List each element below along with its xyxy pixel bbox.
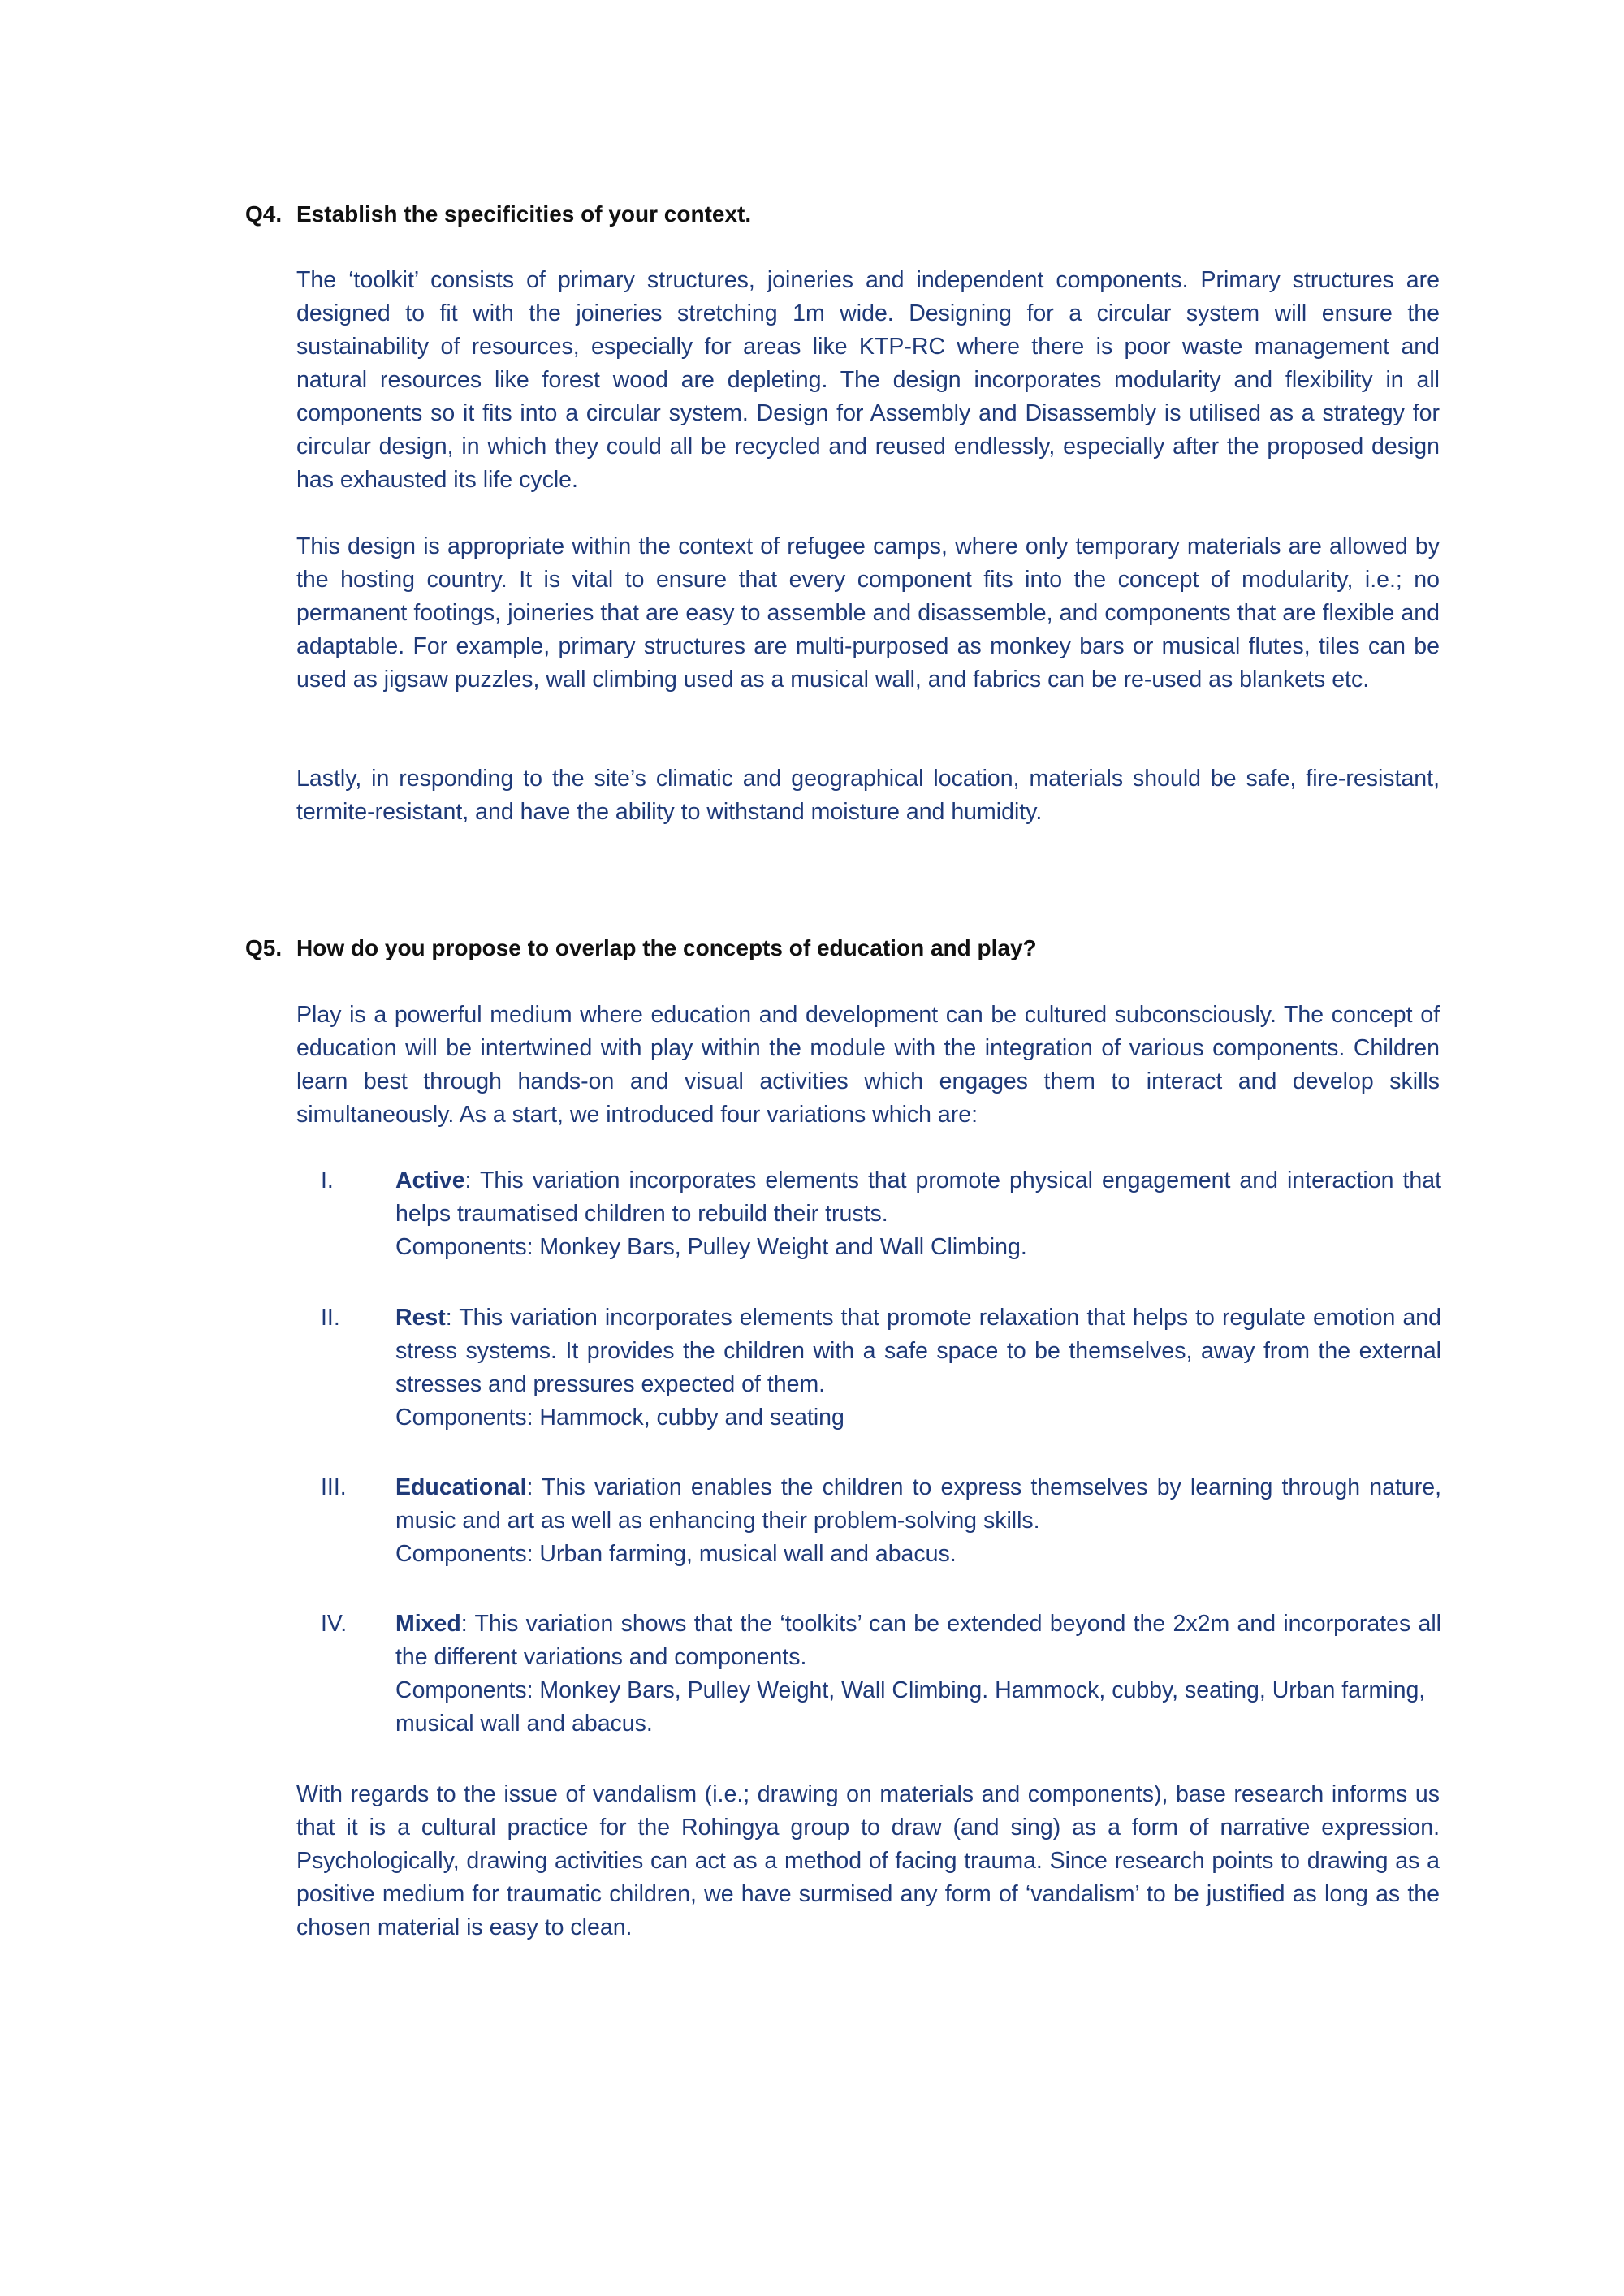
- variation-components: Components: Monkey Bars, Pulley Weight and Wall Climbing.: [395, 1234, 1027, 1260]
- variation-body: [395, 1608, 1441, 1741]
- variation-name: Mixed: [395, 1611, 461, 1637]
- variation-description: : This variation incorporates elements that promote physical engagement and interaction that helps traumatised children to rebuild their trusts.: [395, 1167, 1441, 1227]
- variation-body: [395, 1164, 1441, 1264]
- variation-body: [395, 1301, 1441, 1435]
- q5-heading: [245, 932, 1447, 965]
- variation-numeral: IV.: [321, 1611, 348, 1637]
- variation-components: Components: Urban farming, musical wall and abacus.: [395, 1541, 957, 1567]
- q5-intro-paragraph: Play is a powerful medium where education and development can be cultured subconsciously. The concept of education will be intertwined with play within the module with the integration of various components. Children learn best through hands-on and visual activities which engages them to interact and develop skills simultaneously. As a start, we introduced four variations which are:: [296, 1002, 1440, 1128]
- q5-number: Q5.: [245, 935, 283, 960]
- variation-name: Educational: [395, 1474, 527, 1500]
- variation-description-line: [395, 1608, 1441, 1674]
- q4-paragraph-3: Lastly, in responding to the site’s climatic and geographical location, materials should be safe, fire-resistant, termite-resistant, and have the ability to withstand moisture and humidity.: [296, 766, 1440, 825]
- variation-description: : This variation incorporates elements that promote relaxation that helps to regulate emotion and stress systems. It provides the children with a safe space to be themselves, away from the external stresses and pressures expected of them.: [395, 1305, 1441, 1397]
- variation-numeral: III.: [321, 1474, 347, 1500]
- q4-paragraph-1: The ‘toolkit’ consists of primary structures, joineries and independent components. Primary structures are designed to fit with the joineries stretching 1m wide. Designing for a circular system will ensure the sustainability of resources, especially for areas like KTP-RC where there is poor waste management and natural resources like forest wood are depleting. The design incorporates modularity and flexibility in all components so it fits into a circular system. Design for Assembly and Disassembly is utilised as a strategy for circular design, in which they could all be recycled and reused endlessly, especially after the proposed design has exhausted its life cycle.: [296, 267, 1440, 493]
- variation-description-line: [395, 1301, 1441, 1401]
- variation-numeral: II.: [321, 1305, 340, 1331]
- variation-numeral: I.: [321, 1167, 334, 1193]
- variation-description: : This variation shows that the ‘toolkits’ can be extended beyond the 2x2m and incorporates all the different variations and components.: [395, 1611, 1441, 1670]
- variation-description: : This variation enables the children to express themselves by learning through nature, music and art as well as enhancing their problem-solving skills.: [395, 1474, 1441, 1534]
- variation-components: Components: Monkey Bars, Pulley Weight, Wall Climbing. Hammock, cubby, seating, Urban farming, musical wall and abacus.: [395, 1677, 1426, 1737]
- variation-name: Rest: [395, 1305, 446, 1331]
- variation-name: Active: [395, 1167, 465, 1193]
- variation-description-line: [395, 1471, 1441, 1538]
- q4-heading: [245, 198, 1447, 231]
- variation-body: [395, 1471, 1441, 1571]
- q5-question: How do you propose to overlap the concepts of education and play?: [296, 935, 1037, 960]
- q5-closing-paragraph: With regards to the issue of vandalism (i.e.; drawing on materials and components), base research informs us that it is a cultural practice for the Rohingya group to draw (and sing) as a form of narrative expression. Psychologically, drawing activities can act as a method of facing trauma. Since research points to drawing as a positive medium for traumatic children, we have surmised any form of ‘vandalism’ to be justified as long as the chosen material is easy to clean.: [296, 1781, 1440, 1940]
- q4-paragraph-2: This design is appropriate within the context of refugee camps, where only temporary materials are allowed by the hosting country. It is vital to ensure that every component fits into the concept of modularity, i.e.; no permanent footings, joineries that are easy to assemble and disassemble, and components that are flexible and adaptable. For example, primary structures are multi-purposed as monkey bars or musical flutes, tiles can be used as jigsaw puzzles, wall climbing used as a musical wall, and fabrics can be re-used as blankets etc.: [296, 533, 1440, 693]
- variation-description-line: [395, 1164, 1441, 1231]
- q4-number: Q4.: [245, 201, 283, 227]
- q4-question: Establish the specificities of your context.: [296, 201, 752, 227]
- variation-components: Components: Hammock, cubby and seating: [395, 1405, 844, 1431]
